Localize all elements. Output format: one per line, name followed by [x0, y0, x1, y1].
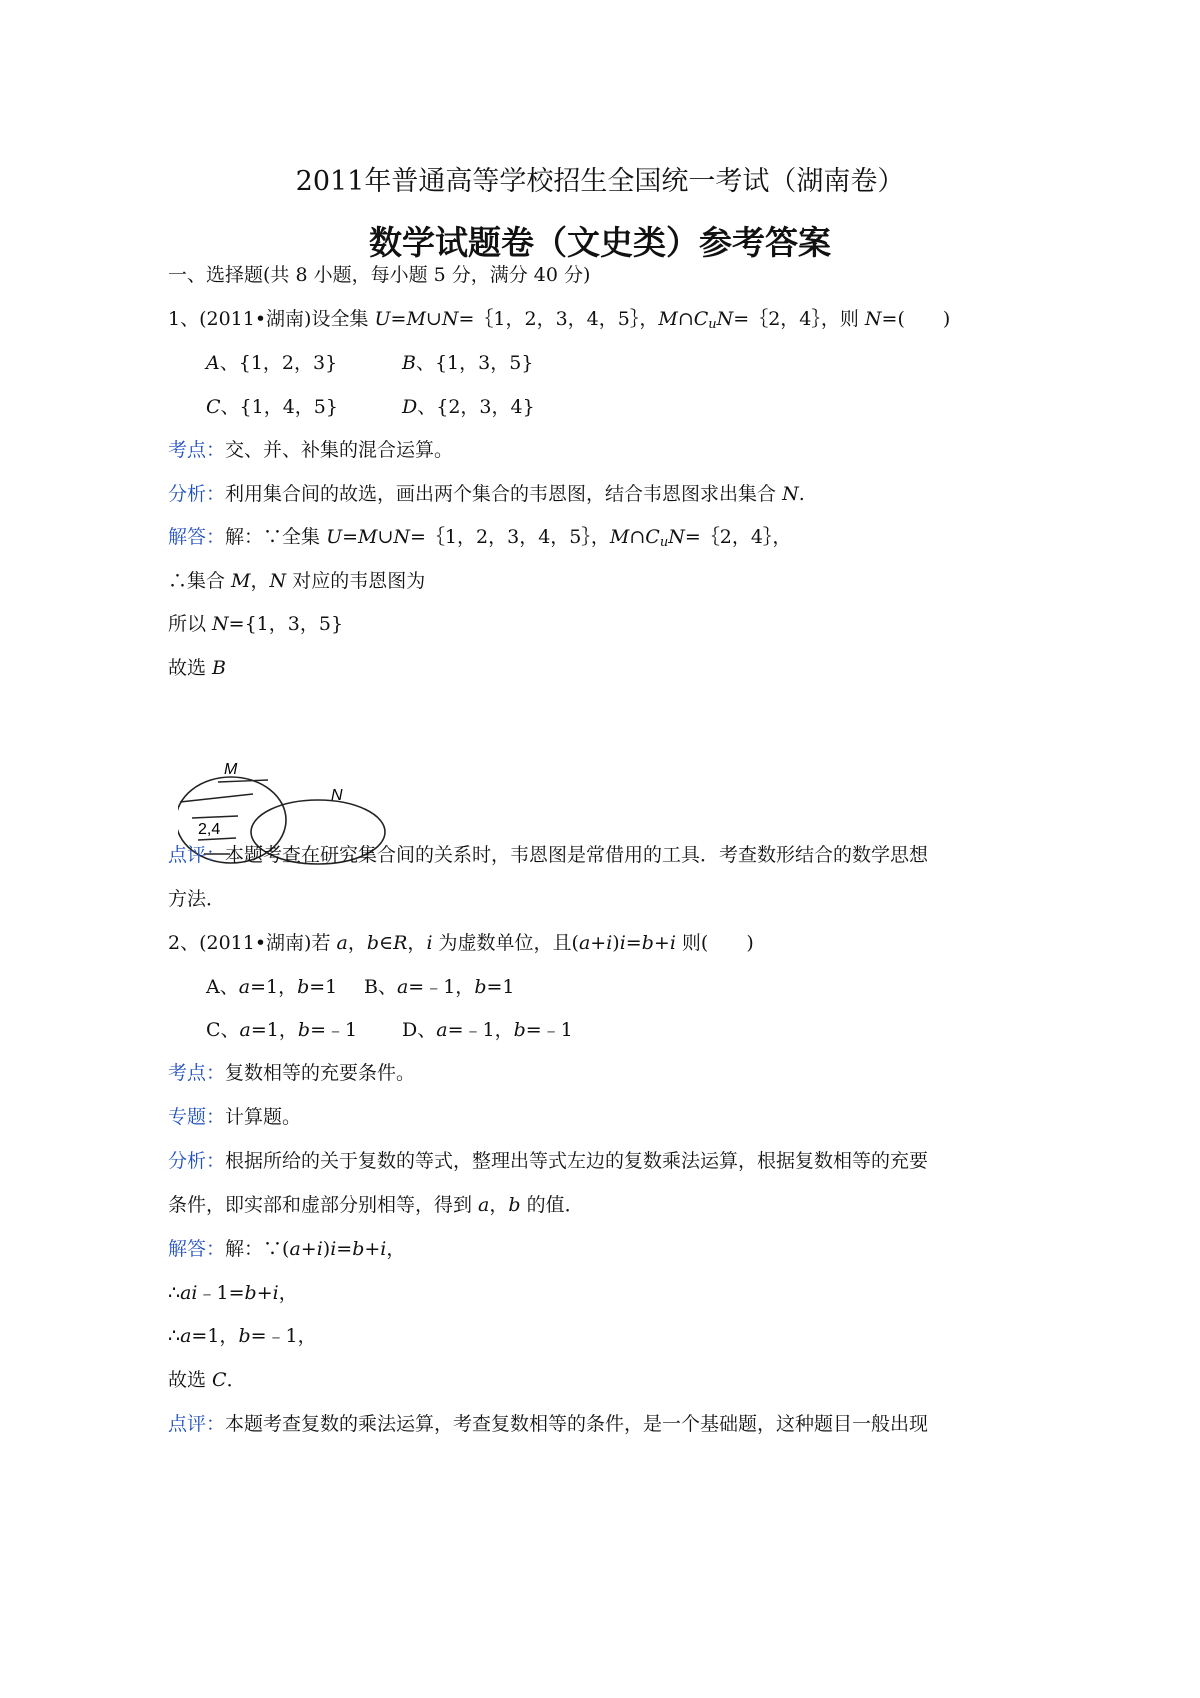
q2-option-c: C、a=1，b=﹣1 — [206, 1019, 358, 1041]
venn-elements: 2,4 — [198, 821, 221, 838]
kaodian-label: 考点： — [168, 1062, 226, 1084]
fenxi-label: 分析： — [168, 1150, 226, 1172]
q2-fenxi-cont: 条件，即实部和虚部分别相等，得到 a，b 的值． — [168, 1194, 584, 1216]
q1-kaodian: 考点：交、并、补集的混合运算。 — [168, 439, 454, 461]
hatch-line — [180, 794, 253, 802]
q1-step-2: 所以 N={1，3，5} — [168, 613, 344, 635]
q1-option-a: A、{1，2，3} — [206, 352, 338, 374]
q2-option-b: B、a=﹣1，b=1 — [364, 976, 515, 998]
q1-step-1: ∴集合 M，N 对应的韦恩图为 — [168, 570, 426, 592]
document-subtitle: 数学试题卷（文史类）参考答案 — [369, 223, 831, 262]
kaodian-label: 考点： — [168, 439, 226, 461]
section-heading: 一、选择题(共 8 小题，每小题 5 分，满分 40 分) — [168, 264, 591, 286]
hatch-line — [198, 838, 236, 840]
q2-option-d: D、a=﹣1，b=﹣1 — [402, 1019, 573, 1041]
dianping-label: 点评： — [168, 1413, 226, 1435]
venn-label-n: N — [331, 787, 343, 804]
q1-stem: 1、(2011•湖南)设全集 U=M∪N=｛1，2，3，4，5｝，$M\cap C_uN=\{2$，4｝，则 N=( ) — [168, 308, 951, 332]
q2-jieda: 解答：解：∵(a+i)i=b+i， — [168, 1238, 406, 1260]
q2-step-2: ∴a=1，b=﹣1， — [168, 1325, 317, 1347]
hatch-line — [192, 816, 238, 818]
fenxi-label: 分析： — [168, 483, 226, 505]
q2-fenxi: 分析：根据所给的关于复数的等式，整理出等式左边的复数乘法运算，根据复数相等的充要 — [168, 1150, 929, 1172]
q1-option-b: B、{1，3，5} — [402, 352, 534, 374]
venn-label-m: M — [224, 761, 238, 778]
q1-jieda: 解答：解：∵全集 U=M∪N=｛1，2，3，4，5｝，$M\cap C_uN=\{2$，4｝， — [168, 526, 792, 550]
zhuanti-label: 专题： — [168, 1106, 226, 1128]
q2-zhuanti: 专题：计算题。 — [168, 1106, 302, 1128]
q1-dianping-cont: 方法． — [168, 888, 226, 910]
jieda-label: 解答： — [168, 1238, 226, 1260]
q1-step-3: 故选 B — [168, 657, 227, 679]
q2-option-a: A、a=1，b=1 — [206, 976, 338, 998]
q2-stem: 2、(2011•湖南)若 a，b∈R，i 为虚数单位，且(a+i)i=b+i 则( ) — [168, 932, 754, 954]
document-title: 2011年普通高等学校招生全国统一考试（湖南卷） — [295, 166, 905, 197]
jieda-label: 解答： — [168, 526, 226, 548]
hatch-line — [218, 780, 268, 782]
dianping-label: 点评： — [168, 844, 226, 866]
q2-kaodian: 考点：复数相等的充要条件。 — [168, 1062, 416, 1084]
q1-fenxi: 分析：利用集合间的故选，画出两个集合的韦恩图，结合韦恩图求出集合 N. — [168, 483, 805, 505]
q2-dianping: 点评：本题考查复数的乘法运算，考查复数相等的条件，是一个基础题，这种题目一般出现 — [168, 1413, 929, 1435]
q1-option-c: C、{1，4，5} — [206, 396, 338, 418]
q2-step-3: 故选 C． — [168, 1369, 246, 1391]
q1-dianping: 点评：本题考查在研究集合间的关系时，韦恩图是常借用的工具．考查数形结合的数学思想 — [168, 844, 929, 866]
q1-option-d: D、{2，3，4} — [402, 396, 535, 418]
q2-step-1: ∴ai﹣1=b+i， — [168, 1282, 298, 1304]
